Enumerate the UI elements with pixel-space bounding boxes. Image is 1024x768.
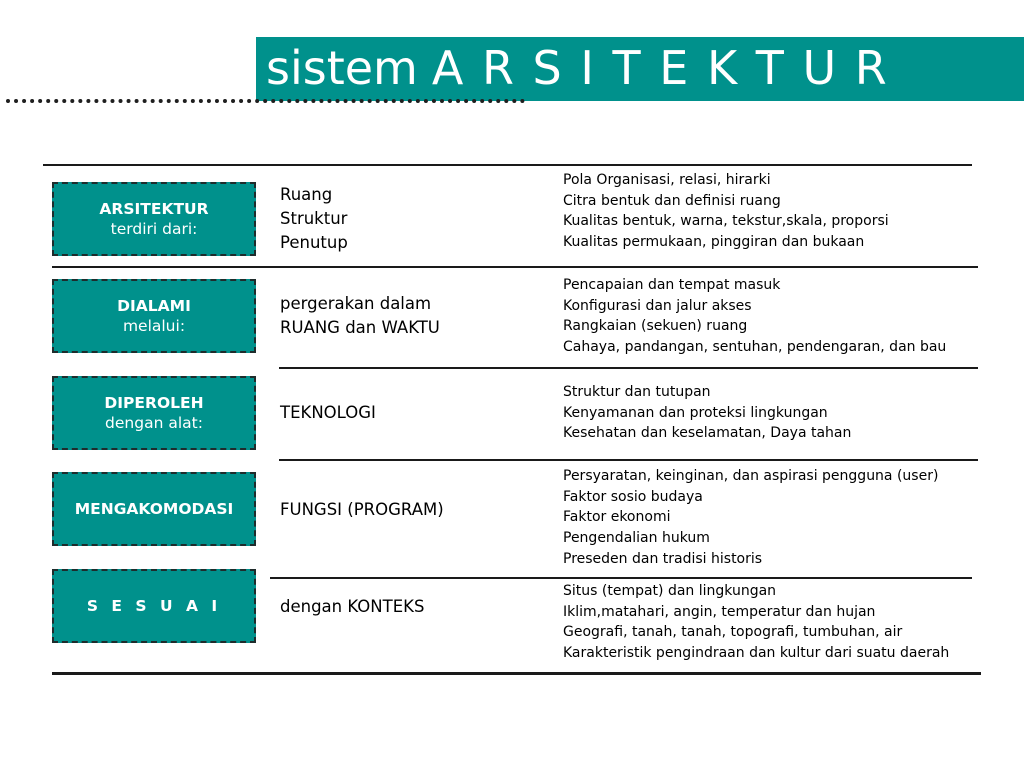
middle-text-dialami	[280, 292, 440, 340]
middle-text-arsitektur	[280, 183, 348, 255]
tag-arsitektur	[52, 182, 256, 256]
tag-heading: ARSITEKTUR	[99, 200, 209, 218]
detail-item: Konfigurasi dan jalur akses	[563, 297, 752, 314]
middle-line: pergerakan dalam	[280, 294, 432, 313]
detail-list-mengakomodasi	[563, 466, 938, 570]
middle-line: Penutup	[280, 233, 348, 252]
detail-item: Struktur dan tutupan	[563, 384, 711, 400]
middle-line: Ruang	[280, 185, 333, 204]
detail-item: Kesehatan dan keselamatan, Daya tahan	[563, 425, 852, 442]
middle-text-mengakomodasi	[280, 498, 444, 522]
tag-dialami	[52, 279, 256, 353]
middle-text-sesuai	[280, 595, 424, 619]
tag-heading: DIALAMI	[117, 297, 191, 315]
detail-item: Citra bentuk dan definisi ruang	[563, 192, 781, 209]
detail-item: Situs (tempat) dan lingkungan	[563, 583, 777, 599]
tag-mengakomodasi	[52, 472, 256, 546]
middle-text-diperoleh	[280, 401, 376, 425]
detail-item: Pengendalian hukum	[563, 530, 710, 547]
title-prefix: sistem	[266, 41, 418, 95]
detail-list-arsitektur	[563, 170, 889, 253]
middle-line: Struktur	[280, 209, 348, 228]
title-main: A R S I T E K T U R	[431, 41, 889, 95]
row-divider-3	[279, 459, 978, 461]
middle-line: TEKNOLOGI	[280, 403, 376, 422]
detail-item: Kualitas permukaan, pinggiran dan bukaan	[563, 234, 865, 251]
detail-item: Persyaratan, keinginan, dan aspirasi pengguna (user)	[563, 468, 939, 484]
detail-item: Pola Organisasi, relasi, hirarki	[563, 172, 771, 188]
page-title	[266, 39, 889, 97]
row-divider-1	[52, 266, 978, 268]
middle-line: RUANG dan WAKTU	[280, 318, 440, 337]
tag-sesuai	[52, 569, 256, 643]
row-divider-4	[270, 577, 972, 579]
detail-item: Karakteristik pengindraan dan kultur dari suatu daerah	[563, 645, 950, 662]
row-divider-2	[279, 367, 978, 369]
detail-list-diperoleh	[563, 382, 851, 444]
top-divider	[43, 164, 972, 166]
bottom-divider	[52, 672, 981, 675]
tag-heading: DIPEROLEH	[104, 394, 204, 412]
detail-item: Kenyamanan dan proteksi lingkungan	[563, 404, 828, 421]
detail-item: Rangkaian (sekuen) ruang	[563, 318, 748, 335]
middle-line: FUNGSI (PROGRAM)	[280, 500, 444, 519]
tag-heading: S E S U A I	[86, 597, 222, 615]
detail-item: Iklim,matahari, angin, temperatur dan hujan	[563, 603, 876, 620]
title-dotted-divider	[6, 99, 525, 103]
tag-subheading: melalui:	[122, 317, 186, 335]
detail-item: Faktor sosio budaya	[563, 488, 703, 505]
tag-subheading: terdiri dari:	[110, 220, 198, 238]
detail-item: Faktor ekonomi	[563, 509, 671, 526]
detail-list-sesuai	[563, 581, 949, 664]
detail-item: Cahaya, pandangan, sentuhan, pendengaran, dan bau	[563, 339, 947, 356]
detail-list-dialami	[563, 275, 946, 358]
tag-subheading: dengan alat:	[105, 414, 203, 432]
detail-item: Kualitas bentuk, warna, tekstur,skala, proporsi	[563, 213, 889, 230]
tag-diperoleh	[52, 376, 256, 450]
detail-item: Pencapaian dan tempat masuk	[563, 277, 781, 293]
detail-item: Preseden dan tradisi historis	[563, 550, 763, 567]
title-banner	[256, 37, 1024, 101]
middle-line: dengan KONTEKS	[280, 597, 425, 616]
tag-heading: MENGAKOMODASI	[74, 500, 234, 518]
detail-item: Geografi, tanah, tanah, topografi, tumbuhan, air	[563, 624, 903, 641]
